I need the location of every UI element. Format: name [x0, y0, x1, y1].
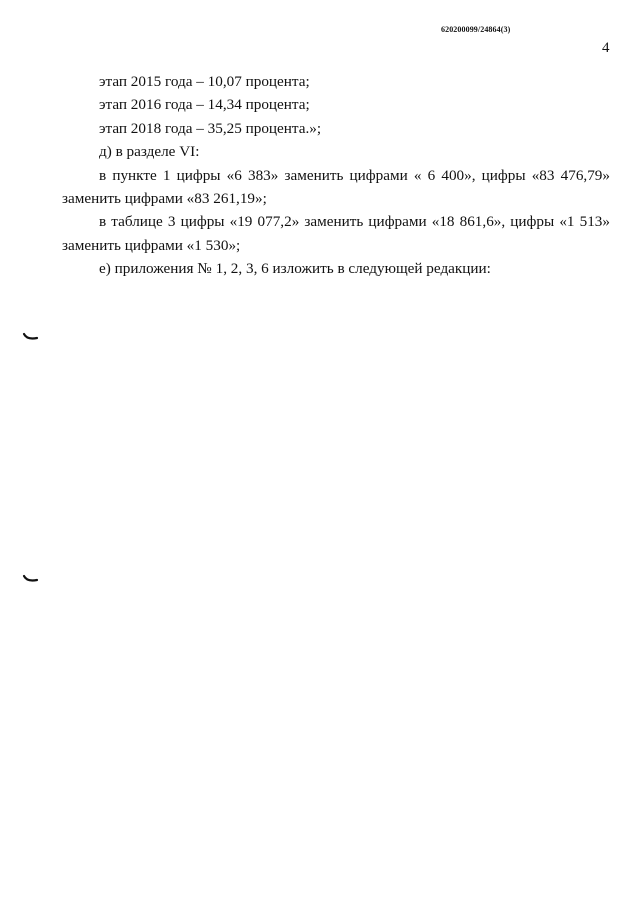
- paragraph-stage-2018: этап 2018 года – 35,25 процента.»;: [99, 119, 322, 137]
- paragraph-appendices: е) приложения № 1, 2, 3, 6 изложить в следующей редакции:: [99, 260, 491, 278]
- punch-mark-icon: [22, 332, 40, 342]
- paragraph-stage-2015: этап 2015 года – 10,07 процента;: [99, 73, 310, 90]
- paragraph-table-3: в таблице 3 цифры «19 077,2» заменить цифрами «18 861,6», цифры «1 513» заменить цифрами «1 530»;: [62, 213, 610, 254]
- paragraph-stage-2016: этап 2016 года – 14,34 процента;: [99, 96, 310, 114]
- document-id: 620200099/24864(3): [441, 25, 511, 34]
- paragraph-item-1: в пункте 1 цифры «6 383» заменить цифрами « 6 400», цифры «83 476,79» заменить цифрами «83 261,19»;: [62, 166, 610, 208]
- document-body: [62, 70, 610, 281]
- paragraph-section-vi: д) в разделе VI:: [99, 143, 200, 161]
- page-number: 4: [602, 40, 610, 56]
- punch-mark-icon: [22, 574, 40, 584]
